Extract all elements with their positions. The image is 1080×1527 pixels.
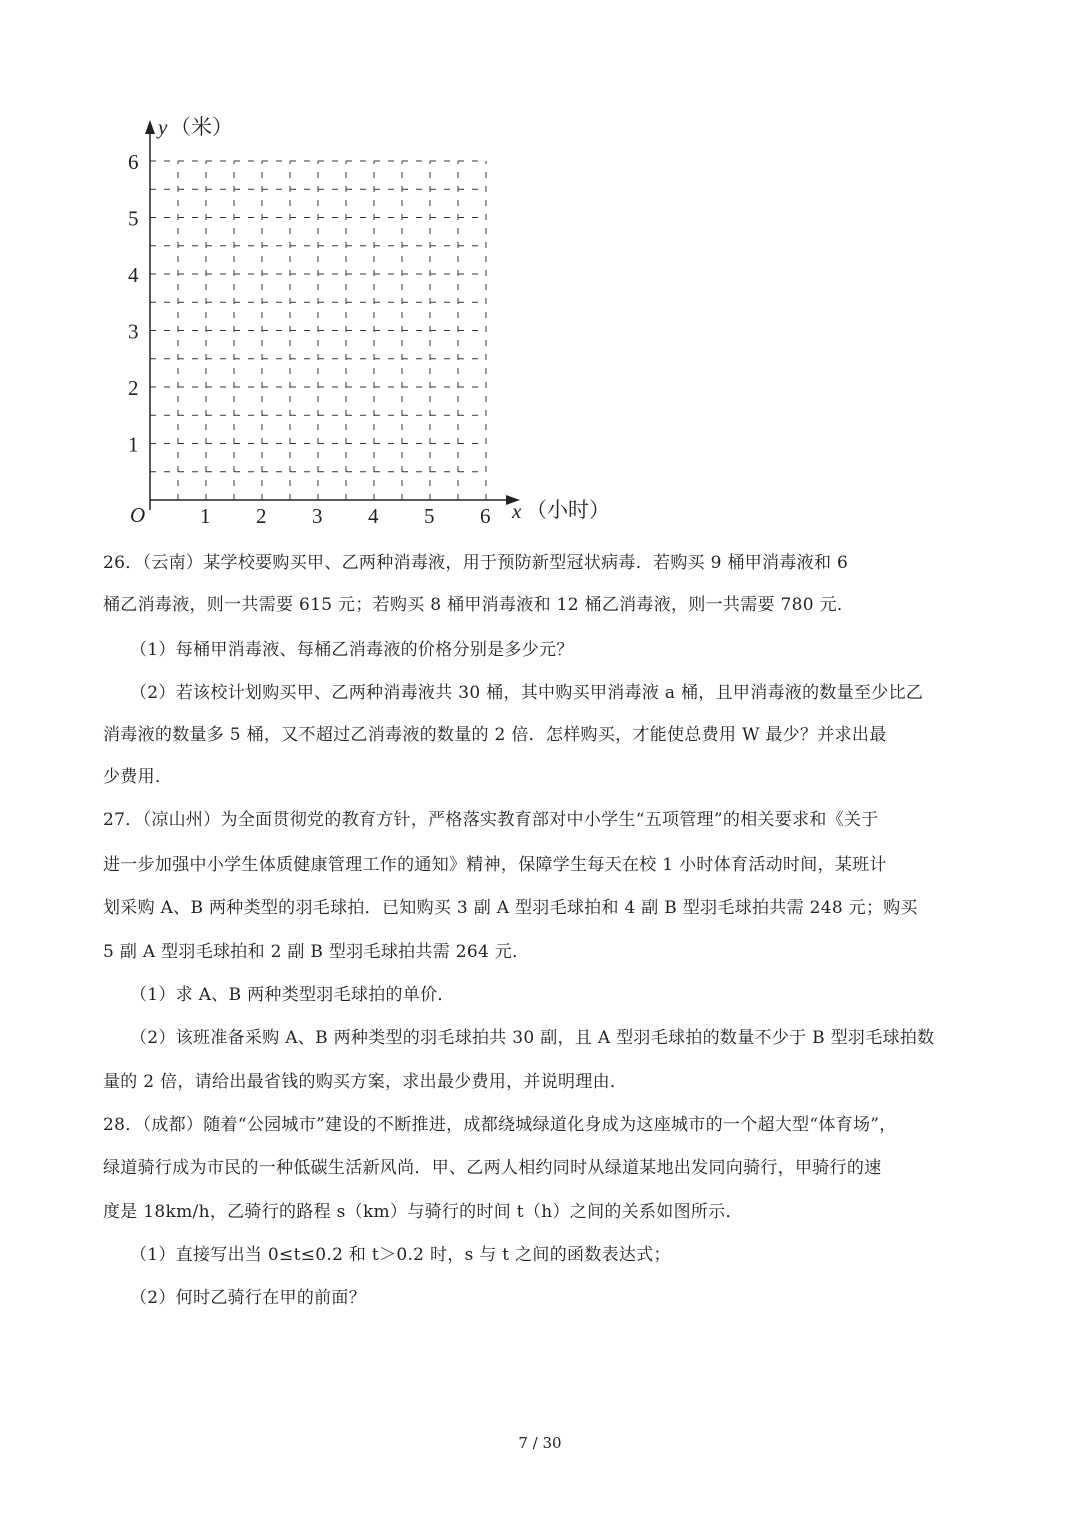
text-line: 28．（成都）随着“公园城市”建设的不断推进，成都绕城绿道化身成为这座城市的一个超大型“体育场”， xyxy=(103,1115,897,1135)
text-line: 27．（凉山州）为全面贯彻党的教育方针，严格落实教育部对中小学生“五项管理”的相关要求和《关于 xyxy=(103,810,879,830)
x-tick-label: 1 xyxy=(200,504,211,528)
text-line: 桶乙消毒液，则一共需要 615 元；若购买 8 桶甲消毒液和 12 桶乙消毒液，则一共需要 780 元． xyxy=(103,595,855,615)
text-line: 26．（云南）某学校要购买甲、乙两种消毒液，用于预防新型冠状病毒．若购买 9 桶甲消毒液和 6 xyxy=(103,553,849,573)
x-tick-label: 5 xyxy=(424,504,435,528)
y-tick-label: 1 xyxy=(128,432,139,457)
y-tick-label: 2 xyxy=(128,376,139,400)
text-line: 5 副 A 型羽毛球拍和 2 副 B 型羽毛球拍共需 264 元． xyxy=(103,942,530,962)
text-line: （2）该班准备采购 A、B 两种类型的羽毛球拍共 30 副，且 A 型羽毛球拍的数量不少于 B 型羽毛球拍数 xyxy=(130,1028,935,1048)
text-line: 消毒液的数量多 5 桶，又不超过乙消毒液的数量的 2 倍．怎样购买，才能使总费用 W 最少？并求出最 xyxy=(103,725,887,745)
page-number: 7 / 30 xyxy=(518,1434,562,1452)
text-line: 划采购 A、B 两种类型的羽毛球拍．已知购买 3 副 A 型羽毛球拍和 4 副 B 型羽毛球拍共需 248 元；购买 xyxy=(103,898,918,918)
y-axis-arrow-icon xyxy=(145,120,155,134)
text-line: （1）直接写出当 0≤t≤0.2 和 t＞0.2 时，s 与 t 之间的函数表达式； xyxy=(130,1245,671,1265)
coordinate-grid xyxy=(110,110,630,530)
y-tick-label: 4 xyxy=(128,263,139,287)
text-line: 量的 2 倍，请给出最省钱的购买方案，求出最少费用，并说明理由． xyxy=(103,1072,628,1092)
x-tick-label: 3 xyxy=(312,504,323,528)
dashed-grid xyxy=(150,161,486,500)
x-axis-label: x xyxy=(512,499,522,523)
y-tick-label: 3 xyxy=(128,319,139,344)
x-tick-label: 6 xyxy=(480,504,491,528)
text-line: 进一步加强中小学生体质健康管理工作的通知》精神，保障学生每天在校 1 小时体育活动时间，某班计 xyxy=(103,855,887,875)
origin-label: O xyxy=(130,503,146,527)
x-tick-label: 4 xyxy=(368,504,379,528)
text-line: （2）若该校计划购买甲、乙两种消毒液共 30 桶，其中购买甲消毒液 a 桶，且甲消毒液的数量至少比乙 xyxy=(130,683,924,703)
text-line: 度是 18km/h，乙骑行的路程 s（km）与骑行的时间 t（h）之间的关系如图所示． xyxy=(103,1202,743,1222)
x-axis-unit: （小时） xyxy=(526,498,610,522)
y-axis-unit: （米） xyxy=(170,115,233,139)
y-axis-label: y xyxy=(158,115,168,139)
text-line: （1）求 A、B 两种类型羽毛球拍的单价． xyxy=(130,985,455,1005)
text-line: 少费用． xyxy=(103,767,173,787)
x-tick-label: 2 xyxy=(256,504,267,528)
text-line: 绿道骑行成为市民的一种低碳生活新风尚．甲、乙两人相约同时从绿道某地出发同向骑行，甲骑行的速 xyxy=(103,1158,882,1178)
text-line: （2）何时乙骑行在甲的前面？ xyxy=(130,1288,367,1308)
text-line: （1）每桶甲消毒液、每桶乙消毒液的价格分别是多少元？ xyxy=(130,640,574,660)
y-tick-label: 6 xyxy=(128,150,139,174)
y-tick-label: 5 xyxy=(128,206,139,231)
